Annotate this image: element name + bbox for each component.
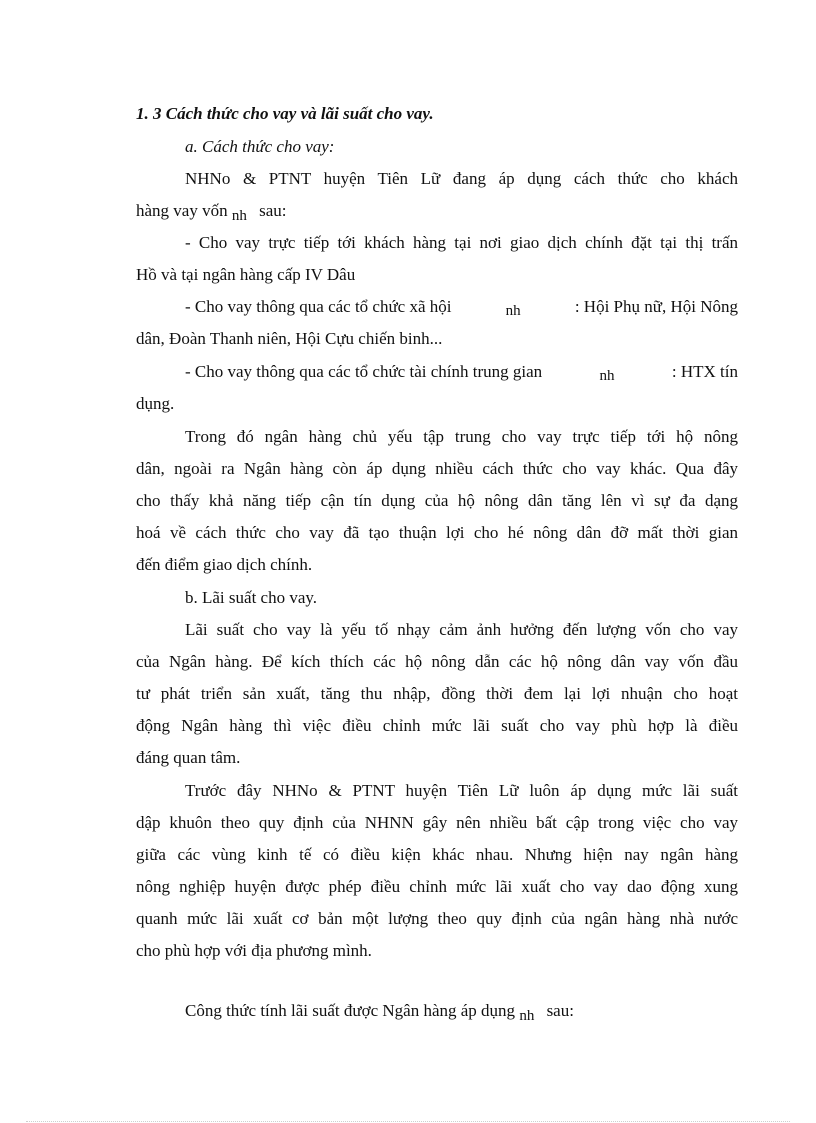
paragraph-8-line-1 — [185, 1000, 574, 1023]
paragraph-1-line-2 — [136, 200, 286, 223]
paragraph-3-line-2: dân, Đoàn Thanh niên, Hội Cựu chiến binh... — [136, 329, 443, 348]
paragraph-6-line-1: Lãi suất cho vay là yếu tố nhạy cảm ảnh hưởng đến lượng vốn cho vay — [185, 620, 738, 639]
section-heading: 1. 3 Cách thức cho vay và lãi suất cho vay. — [136, 104, 434, 123]
abbreviation-nh: nh — [231, 208, 247, 224]
footer-divider — [26, 1121, 790, 1122]
paragraph-5-line-5: đến điểm giao dịch chính. — [136, 555, 313, 574]
paragraph-2-line-2: Hồ và tại ngân hàng cấp IV Dâu — [136, 265, 356, 284]
text-fragment: sau: — [259, 201, 287, 220]
abbreviation-nh: nh — [599, 368, 615, 384]
abbreviation-nh: nh — [505, 303, 521, 319]
paragraph-6-line-2: của Ngân hàng. Để kích thích các hộ nông dẫn các hộ nông dân vay vốn đầu — [136, 652, 738, 671]
paragraph-5-line-2: dân, ngoài ra Ngân hàng còn áp dụng nhiều cách thức cho vay khác. Qua đây — [136, 459, 738, 478]
text-fragment: : Hội Phụ nữ, Hội Nông — [574, 297, 738, 316]
paragraph-4-line-1 — [185, 361, 738, 383]
paragraph-7-line-6: cho phù hợp với địa phương mình. — [136, 941, 372, 960]
paragraph-6-line-5: đáng quan tâm. — [136, 748, 241, 767]
text-fragment: Công thức tính lãi suất được Ngân hàng áp dụng — [185, 1001, 516, 1020]
text-fragment: - Cho vay thông qua các tổ chức xã hội — [185, 297, 452, 316]
paragraph-7-line-3: giữa các vùng kinh tế có điều kiện khác nhau. Nhưng hiện nay ngân hàng — [136, 845, 738, 864]
paragraph-7-line-2: dập khuôn theo quy định của NHNN gây nên nhiều bất cập trong việc cho vay — [136, 813, 738, 832]
subheading-b: b. Lãi suất cho vay. — [185, 588, 318, 607]
paragraph-6-line-3: tư phát triển sản xuất, tăng thu nhập, đồng thời đem lại lợi nhuận cho hoạt — [136, 684, 738, 703]
paragraph-4-line-2: dụng. — [136, 394, 175, 413]
text-fragment: - Cho vay thông qua các tổ chức tài chính trung gian — [185, 362, 543, 381]
paragraph-7-line-4: nông nghiệp huyện được phép điều chỉnh mức lãi xuất cho vay dao động xung — [136, 877, 738, 896]
paragraph-5-line-1: Trong đó ngân hàng chủ yếu tập trung cho vay trực tiếp tới hộ nông — [185, 427, 738, 446]
paragraph-2-line-1: - Cho vay trực tiếp tới khách hàng tại nơi giao dịch chính đặt tại thị trấn — [185, 233, 738, 252]
abbreviation-nh: nh — [519, 1008, 535, 1024]
paragraph-1-line-1: NHNo & PTNT huyện Tiên Lữ đang áp dụng cách thức cho khách — [185, 169, 738, 188]
paragraph-7-line-5: quanh mức lãi xuất cơ bản một lượng theo quy định của ngân hàng nhà nước — [136, 909, 738, 928]
paragraph-6-line-4: động Ngân hàng thì việc điều chỉnh mức lãi suất cho vay phù hợp là điều — [136, 716, 738, 735]
text-fragment: sau: — [546, 1001, 574, 1020]
paragraph-7-line-1: Trước đây NHNo & PTNT huyện Tiên Lữ luôn áp dụng mức lãi suất — [185, 781, 738, 800]
paragraph-3-line-1 — [185, 296, 738, 318]
text-fragment: : HTX tín — [671, 362, 738, 381]
paragraph-5-line-3: cho thấy khả năng tiếp cận tín dụng của hộ nông dân tăng lên vì sự đa dạng — [136, 491, 738, 510]
subheading-a: a. Cách thức cho vay: — [185, 137, 335, 156]
text-fragment: hàng vay vốn — [136, 201, 228, 220]
paragraph-5-line-4: hoá về cách thức cho vay đã tạo thuận lợi cho hé nông dân đỡ mất thời gian — [136, 523, 738, 542]
